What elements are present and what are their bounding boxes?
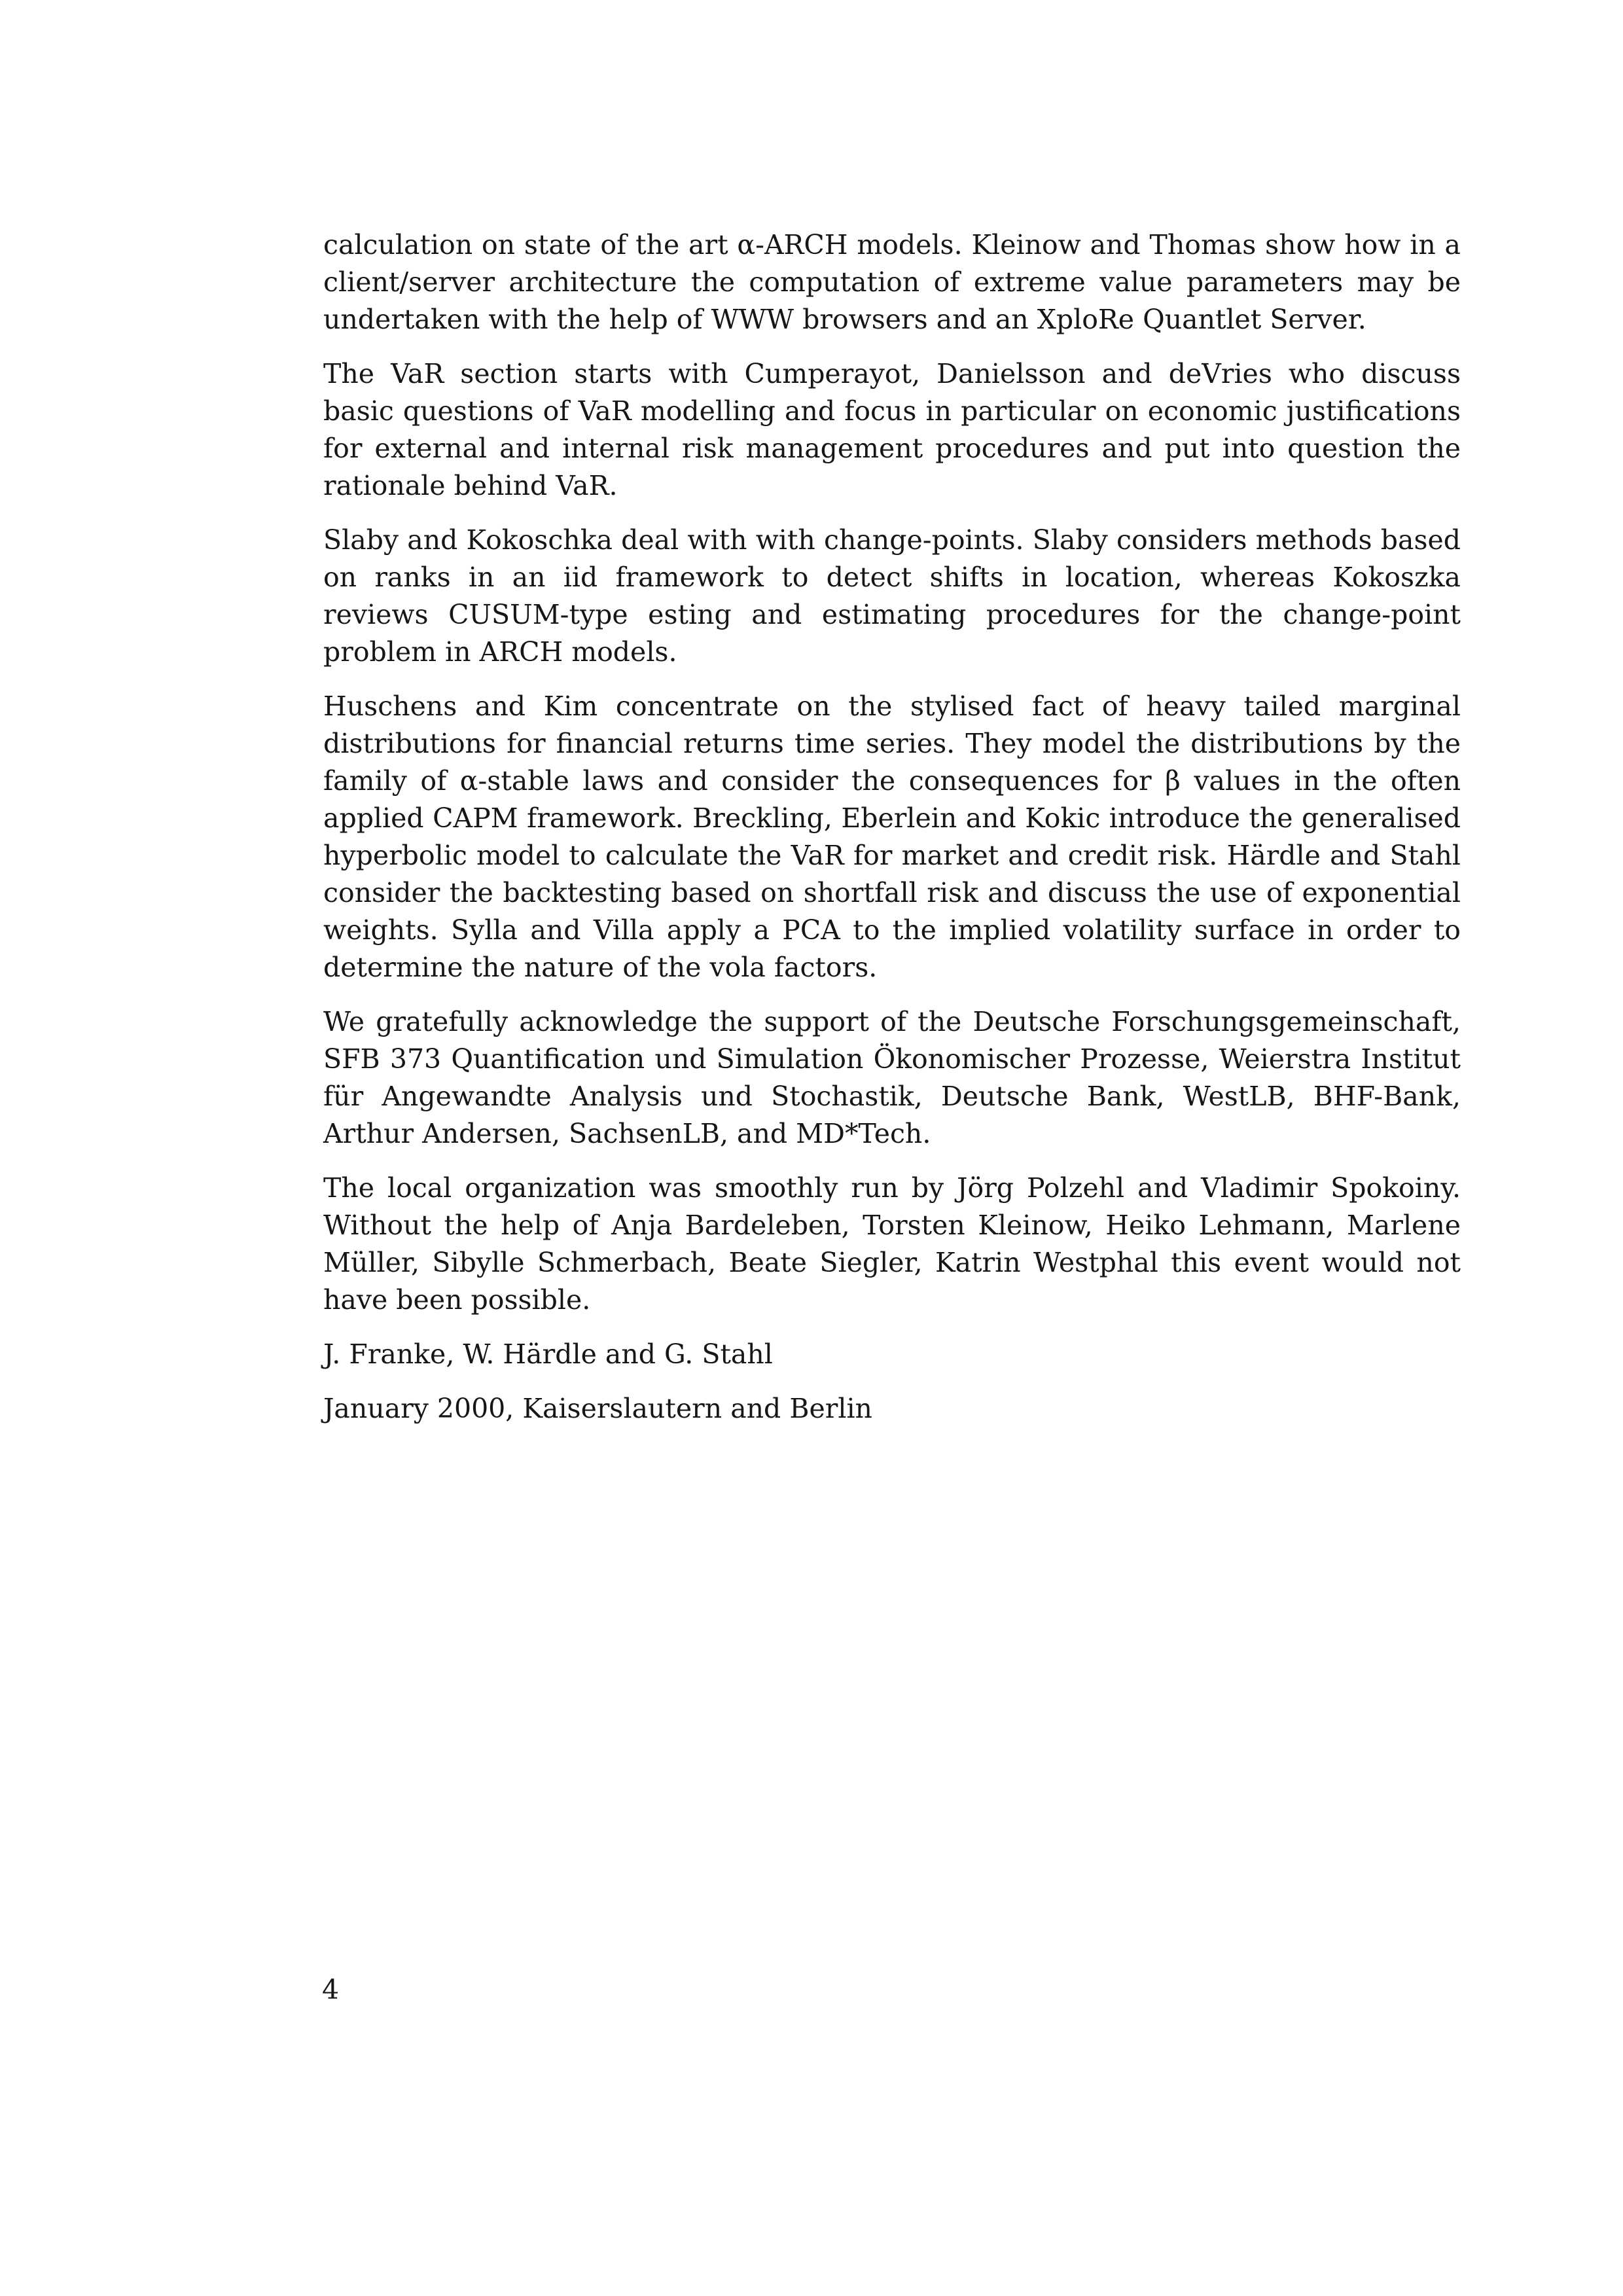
paragraph-heavy-tails: Huschens and Kim concentrate on the stylised fact of heavy tailed marginal distributions for financial returns time series. They model the distributions by the family of α-stable laws and consider the consequences for β values in the often applied CAPM framework. Breckling, Eberlein and Kokic introduce the generalised hyperbolic model to calculate the VaR for market and credit risk. Härdle and Stahl consider the backtesting based on shortfall risk and discuss the use of exponential weights. Sylla and Villa apply a PCA to the implied volatility surface in order to determine the nature of the vola factors. — [323, 691, 1461, 983]
paragraph-acknowledgements: We gratefully acknowledge the support of the Deutsche Forschungsgemeinschaft, SFB 373 Quantification und Simulation Ökonomischer Prozesse, Weierstra Institut für Angewandte Analysis und Stochastik, Deutsche Bank, WestLB, BHF-Bank, Arthur Andersen, SachsenLB, and MD*Tech. — [323, 1006, 1461, 1149]
date-place: January 2000, Kaiserslautern and Berlin — [323, 1393, 872, 1424]
body-text — [323, 226, 1461, 1444]
page-number: 4 — [322, 1974, 340, 2005]
paragraph-var-section: The VaR section starts with Cumperayot, Danielsson and deVries who discuss basic questions of VaR modelling and focus in particular on economic justifications for external and internal risk management procedures and put into question the rationale behind VaR. — [323, 358, 1461, 501]
paragraph-change-points: Slaby and Kokoschka deal with with change-points. Slaby considers methods based on ranks in an iid framework to detect shifts in location, whereas Kokoszka reviews CUSUM-type esting and estimating procedures for the change-point problem in ARCH models. — [323, 524, 1461, 668]
paragraph-local-organization: The local organization was smoothly run by Jörg Polzehl and Vladimir Spokoiny. Without the help of Anja Bardeleben, Torsten Kleinow, Heiko Lehmann, Marlene Müller, Sibylle Schmerbach, Beate Siegler, Katrin Westphal this event would not have been possible. — [323, 1172, 1461, 1316]
signature: J. Franke, W. Härdle and G. Stahl — [323, 1338, 773, 1370]
paragraph-arch-models: calculation on state of the art α-ARCH models. Kleinow and Thomas show how in a client/server architecture the computation of extreme value parameters may be undertaken with the help of WWW browsers and an XploRe Quantlet Server. — [323, 229, 1461, 335]
